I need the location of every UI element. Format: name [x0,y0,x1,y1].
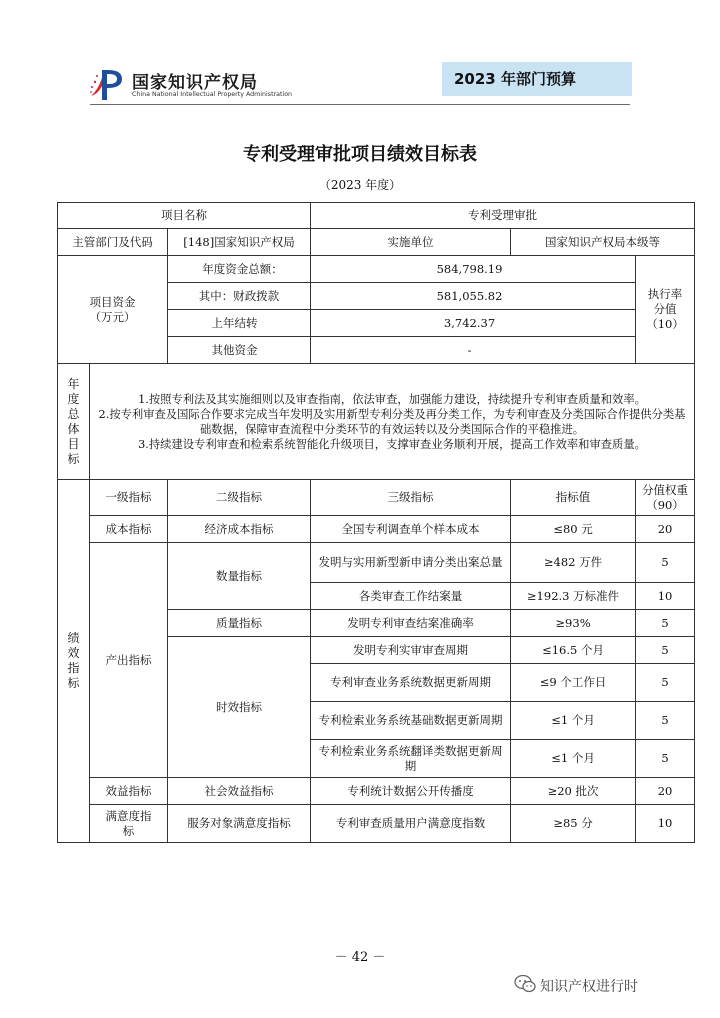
cost-l1: 成本指标 [90,516,168,543]
fund-row-value: 584,798.19 [311,256,636,283]
quantity-weight: 5 [636,543,695,583]
quantity-l3: 各类审查工作结案量 [311,583,511,610]
annual-goals-label [58,364,90,480]
quantity-l2: 数量指标 [168,543,311,610]
fund-row-value: - [311,337,636,364]
performance-target-table [57,202,695,843]
annual-goals-content [90,364,695,480]
project-name-label: 项目名称 [58,203,311,229]
satisfaction-l3: 专利审查质量用户满意度指数 [311,805,511,843]
quality-weight: 5 [636,610,695,637]
timeliness-l3: 发明专利实审审查周期 [311,637,511,664]
header-weight: 分值权重（90） [636,480,695,516]
benefit-l1: 效益指标 [90,778,168,805]
table-row [58,778,695,805]
watermark-text: 知识产权进行时 [540,979,638,995]
timeliness-value: ≤16.5 个月 [511,637,636,664]
table-row [58,543,695,583]
benefit-weight: 20 [636,778,695,805]
org-name-cn: 国家知识产权局 [132,73,258,93]
satisfaction-value: ≥85 分 [511,805,636,843]
timeliness-l3: 专利检索业务系统基础数据更新周期 [311,702,511,740]
budget-label: 2023 年部门预算 [442,62,632,96]
benefit-l3: 专利统计数据公开传播度 [311,778,511,805]
goal-item: 2.按专利审查及国际合作要求完成当年发明及实用新型专利分类及再分类工作，为专利审查及分类国际合作提供分类基础数据，保障审查流程中分类环节的有效运转以及分类国际合作的平稳推进。 [98,407,686,436]
funds-label [58,256,168,364]
timeliness-l3: 专利审查业务系统数据更新周期 [311,664,511,702]
fund-row-label: 其中：财政拨款 [168,283,311,310]
benefit-value: ≥20 批次 [511,778,636,805]
org-name-en: China National Intellectual Property Administration [132,91,293,98]
table-row [58,805,695,843]
page-subtitle: （2023 年度） [318,178,402,192]
satisfaction-l2: 服务对象满意度指标 [168,805,311,843]
cost-value: ≤80 元 [511,516,636,543]
timeliness-value: ≤1 个月 [511,702,636,740]
quantity-value: ≥482 万件 [511,543,636,583]
timeliness-value: ≤9 个工作日 [511,664,636,702]
header-level3: 三级指标 [311,480,511,516]
cost-l3: 全国专利调查单个样本成本 [311,516,511,543]
header-level2: 二级指标 [168,480,311,516]
fund-row-label: 上年结转 [168,310,311,337]
header-level1: 一级指标 [90,480,168,516]
quantity-weight: 10 [636,583,695,610]
satisfaction-weight: 10 [636,805,695,843]
satisfaction-l1-text: 满意度指标 [105,808,152,838]
dept-value: [148]国家知识产权局 [168,229,311,256]
timeliness-weight: 5 [636,664,695,702]
table-row [58,256,695,283]
quality-l3: 发明专利审查结案准确率 [311,610,511,637]
quality-value: ≥93% [511,610,636,637]
project-name-value: 专利受理审批 [311,203,695,229]
page-number: － 42 － [334,950,386,965]
quantity-value: ≥192.3 万标准件 [511,583,636,610]
goal-item: 1.按照专利法及其实施细则以及审查指南，依法审查，加强能力建设，持续提升专利审查质量和效率。 [138,392,646,406]
header-value: 指标值 [511,480,636,516]
funds-unit: （万元） [89,309,136,324]
table-row [58,364,695,480]
fund-row-value: 3,742.37 [311,310,636,337]
unit-label: 实施单位 [311,229,511,256]
cost-l2: 经济成本指标 [168,516,311,543]
timeliness-weight: 5 [636,637,695,664]
fund-row-label: 其他资金 [168,337,311,364]
annual-goals-label-text: 年度总体目标 [67,376,80,466]
watermark [540,976,638,996]
indicators-section-label [58,480,90,843]
page-title: 专利受理审批项目绩效目标表 [243,144,477,165]
fund-row-label: 年度资金总额： [168,256,311,283]
timeliness-weight: 5 [636,702,695,740]
fund-row-value: 581,055.82 [311,283,636,310]
cost-weight: 20 [636,516,695,543]
wechat-icon [514,974,536,994]
output-l1: 产出指标 [90,543,168,778]
unit-value: 国家知识产权局本级等 [511,229,695,256]
table-row [58,480,695,516]
funds-label-text: 项目资金 [89,294,136,309]
quality-l2: 质量指标 [168,610,311,637]
dept-label: 主管部门及代码 [58,229,168,256]
table-row [58,203,695,229]
timeliness-value: ≤1 个月 [511,740,636,778]
timeliness-l2: 时效指标 [168,637,311,778]
table-row [58,229,695,256]
exec-rate-cell [636,256,695,364]
exec-rate-score: 分值（10） [646,302,684,331]
quantity-l3: 发明与实用新型新申请分类出案总量 [311,543,511,583]
benefit-l2: 社会效益指标 [168,778,311,805]
timeliness-l3: 专利检索业务系统翻译类数据更新周期 [311,740,511,778]
indicators-section-label-text: 绩效指标 [67,631,80,690]
page-header [88,62,632,104]
exec-rate-label: 执行率 [647,287,683,301]
cnipa-logo-icon [88,66,128,102]
satisfaction-l1 [90,805,168,843]
timeliness-weight: 5 [636,740,695,778]
table-row [58,516,695,543]
goal-item: 3.持续建设专利审查和检索系统智能化升级项目，支撑审查业务顺利开展，提高工作效率和审查质量。 [138,437,646,451]
header-divider [90,104,630,105]
